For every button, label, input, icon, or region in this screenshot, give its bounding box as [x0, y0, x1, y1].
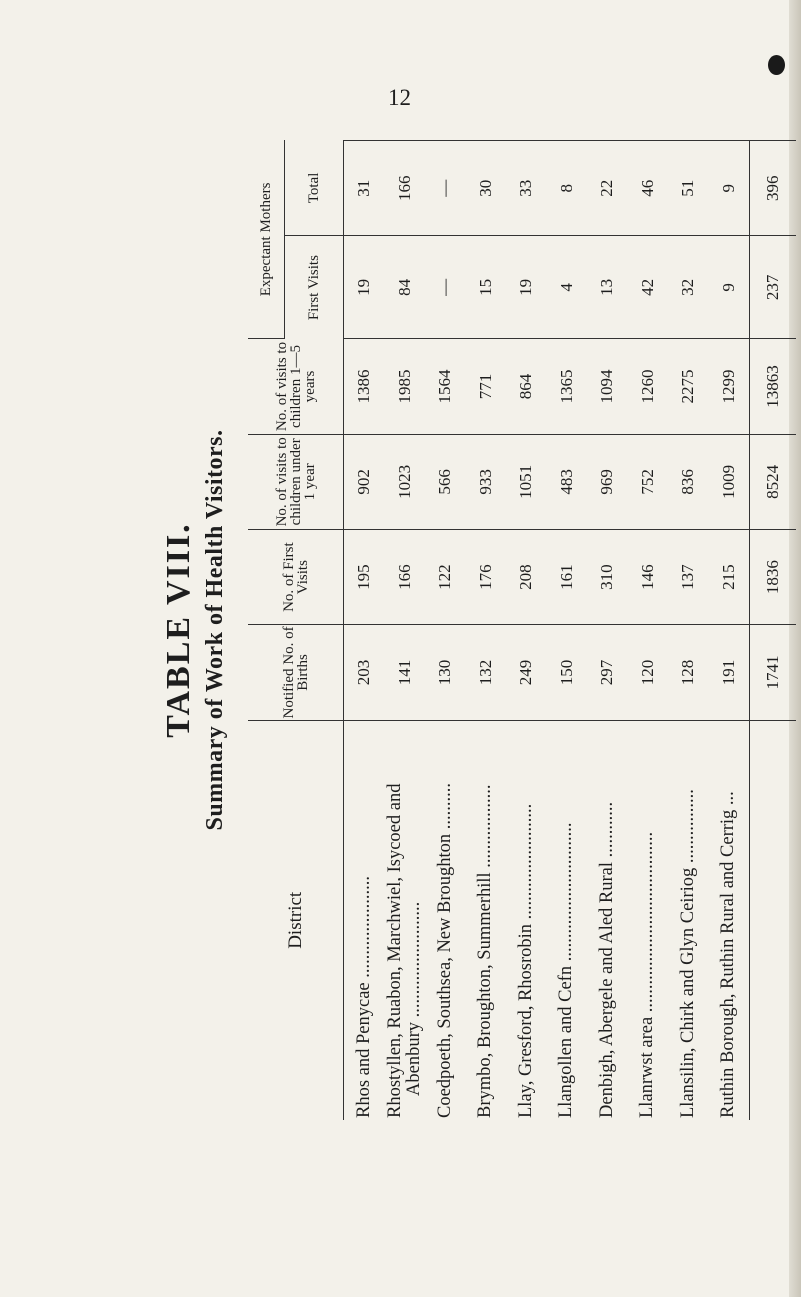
visits-1-5-header: No. of visits to children 1—5 years: [248, 339, 344, 434]
district-cell: [628, 720, 669, 1120]
under-1-cell: 752: [628, 434, 669, 529]
district-name: Llangollen and Cefn ..............................: [556, 822, 577, 1118]
under-1-cell: 933: [466, 434, 507, 529]
table-title: TABLE VIII.: [160, 522, 197, 738]
births-cell: 191: [709, 625, 750, 720]
table-row: [344, 141, 385, 1121]
births-cell: 120: [628, 625, 669, 720]
first-visits-header: No. of First Visits: [248, 529, 344, 624]
births-cell: 203: [344, 625, 385, 720]
district-cell: [668, 720, 709, 1120]
1-5-cell: 1564: [425, 339, 466, 434]
em-total-cell: 31: [344, 141, 385, 236]
em-total-cell: 9: [709, 141, 750, 236]
births-cell: 150: [547, 625, 588, 720]
under-1-cell: 1009: [709, 434, 750, 529]
em-total-total: 396: [750, 141, 797, 236]
first-visits-cell: 161: [547, 529, 588, 624]
table-row: [709, 141, 750, 1121]
births-cell: 249: [506, 625, 547, 720]
first-visits-cell: 146: [628, 529, 669, 624]
em-first-cell: —: [425, 236, 466, 339]
em-first-cell: 19: [506, 236, 547, 339]
district-cell: [425, 720, 466, 1120]
district-cell: [344, 720, 385, 1120]
1-5-cell: 1094: [587, 339, 628, 434]
1-5-total: 13863: [750, 339, 797, 434]
table-row: [668, 141, 709, 1121]
district-cell: [385, 720, 426, 1120]
table-row: [587, 141, 628, 1121]
table-subtitle: Summary of Work of Health Visitors.: [202, 429, 228, 831]
births-header: Notified No. of Births: [248, 625, 344, 720]
under-1-cell: 836: [668, 434, 709, 529]
em-first-cell: 15: [466, 236, 507, 339]
table-row: [547, 141, 588, 1121]
1-5-cell: 864: [506, 339, 547, 434]
em-first-cell: 13: [587, 236, 628, 339]
district-name: Rhostyllen, Ruabon, Marchwiel, Isycoed and: [384, 783, 405, 1118]
em-first-cell: 42: [628, 236, 669, 339]
first-visits-cell: 208: [506, 529, 547, 624]
totals-row: [750, 141, 797, 1121]
em-first-cell: 4: [547, 236, 588, 339]
under-1-cell: 902: [344, 434, 385, 529]
first-visits-cell: 166: [385, 529, 426, 624]
district-cell: [547, 720, 588, 1120]
first-visits-total: 1836: [750, 529, 797, 624]
1-5-cell: 1985: [385, 339, 426, 434]
em-first-cell: 32: [668, 236, 709, 339]
em-total-header: Total: [285, 141, 344, 236]
district-name: Brymbo, Broughton, Summerhill ..................: [475, 784, 496, 1118]
1-5-cell: 2275: [668, 339, 709, 434]
em-total-cell: —: [425, 141, 466, 236]
table-row: [466, 141, 507, 1121]
district-name: Rhos and Penycae ......................: [353, 875, 374, 1118]
district-header: District: [248, 720, 344, 1120]
em-first-cell: 9: [709, 236, 750, 339]
births-cell: 297: [587, 625, 628, 720]
district-name: Ruthin Borough, Ruthin Rural and Cerrig ...: [718, 791, 739, 1118]
district-cell: [466, 720, 507, 1120]
visits-under-1-header: No. of visits to children under 1 year: [248, 434, 344, 529]
1-5-cell: 1299: [709, 339, 750, 434]
em-first-cell: 19: [344, 236, 385, 339]
em-total-cell: 8: [547, 141, 588, 236]
1-5-cell: 1260: [628, 339, 669, 434]
first-visits-cell: 195: [344, 529, 385, 624]
district-name: Llanrwst area .......................................: [637, 831, 658, 1118]
first-visits-cell: 176: [466, 529, 507, 624]
em-first-total: 237: [750, 236, 797, 339]
district-name-cont: Abenbury .........................: [403, 901, 424, 1096]
table-row: [385, 141, 426, 1121]
1-5-cell: 771: [466, 339, 507, 434]
births-cell: 130: [425, 625, 466, 720]
em-first-visits-header: First Visits: [285, 236, 344, 339]
first-visits-cell: 137: [668, 529, 709, 624]
first-visits-cell: 122: [425, 529, 466, 624]
table-row: [506, 141, 547, 1121]
district-name: Llay, Gresford, Rhosrobin .........................: [515, 803, 536, 1118]
table-row: [628, 141, 669, 1121]
em-total-cell: 46: [628, 141, 669, 236]
page-number: 12: [388, 85, 411, 110]
district-cell: [587, 720, 628, 1120]
1-5-cell: 1386: [344, 339, 385, 434]
births-total: 1741: [750, 625, 797, 720]
under-1-total: 8524: [750, 434, 797, 529]
totals-label-cell: [750, 720, 797, 1120]
under-1-cell: 1023: [385, 434, 426, 529]
em-total-cell: 166: [385, 141, 426, 236]
em-total-cell: 30: [466, 141, 507, 236]
district-name: Denbigh, Abergele and Aled Rural ............: [596, 801, 617, 1118]
births-cell: 141: [385, 625, 426, 720]
1-5-cell: 1365: [547, 339, 588, 434]
district-cell: [506, 720, 547, 1120]
rotated-table-block: [160, 140, 782, 1120]
district-name: Llansilin, Chirk and Glyn Ceiriog ................: [677, 789, 698, 1118]
ink-blot: [768, 55, 785, 75]
district-name: Coedpoeth, Southsea, New Broughton ..........: [434, 782, 455, 1118]
under-1-cell: 969: [587, 434, 628, 529]
births-cell: 128: [668, 625, 709, 720]
em-total-cell: 33: [506, 141, 547, 236]
first-visits-cell: 310: [587, 529, 628, 624]
district-cell: [709, 720, 750, 1120]
em-total-cell: 51: [668, 141, 709, 236]
em-total-cell: 22: [587, 141, 628, 236]
under-1-cell: 483: [547, 434, 588, 529]
births-cell: 132: [466, 625, 507, 720]
under-1-cell: 566: [425, 434, 466, 529]
expectant-mothers-header: Expectant Mothers: [248, 141, 285, 339]
em-first-cell: 84: [385, 236, 426, 339]
health-visitors-table: [248, 140, 796, 1120]
first-visits-cell: 215: [709, 529, 750, 624]
table-row: [425, 141, 466, 1121]
under-1-cell: 1051: [506, 434, 547, 529]
